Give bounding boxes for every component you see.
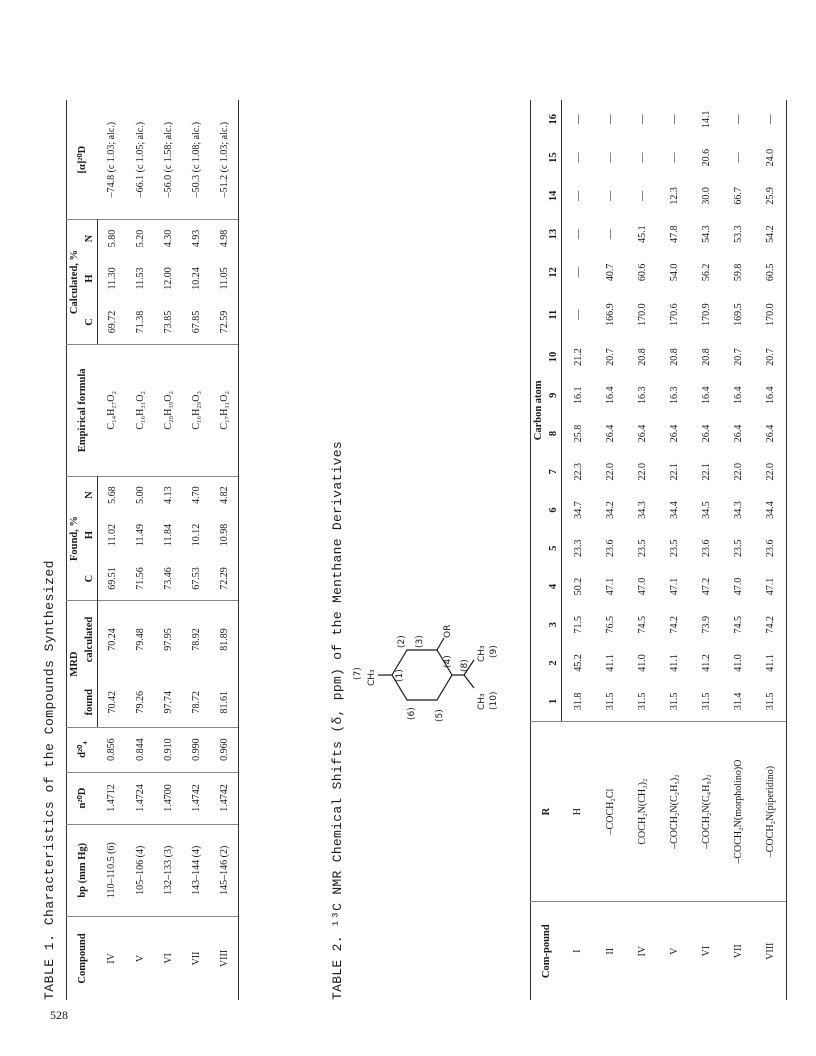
t2-cell-shift: 47.1 <box>668 577 680 596</box>
t2-cell-shift: — <box>636 114 648 125</box>
t2-h-carbon-9: 9 <box>546 376 562 414</box>
t2-cell-shift: 20.8 <box>700 348 712 366</box>
page-number: 528 <box>50 1008 68 1022</box>
t2-cell-shift: 60.5 <box>754 253 787 291</box>
struct-n4: (4) <box>443 655 453 668</box>
t1-cell-fn: 4.13 <box>154 476 182 513</box>
t2-cell-shift: 22.0 <box>754 453 787 491</box>
t2-cell-shift: 41.1 <box>604 654 616 672</box>
t2-h-compound: Com-pound <box>531 902 562 1000</box>
t1-cell-bp: 145–146 (2) <box>210 824 239 916</box>
t2-cell-r: H <box>562 721 595 902</box>
t2-h-carbon-15: 15 <box>546 138 562 176</box>
t1-cell-mrd_calc: 81.89 <box>210 601 239 678</box>
t2-cell-shift: 59.8 <box>732 263 744 282</box>
t1-cell-compound: V <box>126 916 154 1000</box>
t2-cell-shift: 25.9 <box>754 177 787 215</box>
t2-cell-shift: 60.6 <box>636 263 648 282</box>
t2-cell-shift: 54.3 <box>700 225 712 243</box>
t2-cell-shift: — <box>572 267 584 278</box>
t2-cell-shift: 45.2 <box>572 654 584 672</box>
t1-cell-mrd_calc: 79.48 <box>126 601 154 678</box>
struct-ch3-b1: CH₃ <box>477 693 487 710</box>
t1-cell-cc: 67.85 <box>190 310 202 334</box>
t1-cell-fn: 5.68 <box>98 476 127 513</box>
t1-h-mrd: MRD <box>67 601 83 727</box>
t2-cell-shift: 31.4 <box>732 692 744 711</box>
t2-cell-shift: 34.3 <box>732 501 744 519</box>
t2-cell-shift: 169.5 <box>732 303 744 326</box>
t1-cell-ch: 11.53 <box>134 267 146 290</box>
struct-n5: (5) <box>435 709 445 722</box>
t2-cell-shift: 31.5 <box>754 682 787 721</box>
t2-cell-shift: 16.1 <box>572 386 584 404</box>
t1-cell-mrd_found: 81.61 <box>210 678 239 727</box>
t1-cell-alpha: –56.0 (c 1.58; alc.) <box>162 121 174 198</box>
t2-row <box>562 100 595 1000</box>
t1-cell-mrd_found: 78.72 <box>190 690 202 714</box>
t2-h-carbon-2: 2 <box>546 644 562 682</box>
t2-cell-shift: 66.7 <box>732 187 744 205</box>
t1-cell-mrd_calc: 97.95 <box>154 601 182 678</box>
t2-cell-r: –COCH₂N(morpholino)O <box>722 721 754 902</box>
t2-cell-shift: 26.4 <box>604 424 616 443</box>
t2-cell-compound: V <box>658 902 690 1000</box>
t2-cell-shift: 54.2 <box>754 215 787 253</box>
t2-cell-shift: 16.4 <box>732 386 744 404</box>
t1-cell-alpha: –50.3 (c 1.08; alc.) <box>190 121 202 198</box>
t2-cell-r: –COCH₂Cl <box>594 721 626 902</box>
t2-cell-shift: — <box>668 152 680 163</box>
t2-h-carbon-10: 10 <box>546 338 562 376</box>
t1-cell-d4: 0.960 <box>210 727 239 772</box>
t2-cell-shift: 26.4 <box>700 424 712 443</box>
table1 <box>66 100 239 1000</box>
struct-n9: (9) <box>489 645 499 658</box>
t2-cell-shift: 23.5 <box>636 539 648 557</box>
t2-cell-r: –COCH₂N(C₂H₅)₂ <box>658 721 690 902</box>
t1-cell-cn: 4.30 <box>154 220 182 257</box>
t1-cell-nd: 1.4742 <box>210 772 239 824</box>
t1-cell-formula: C₁₆H₃₁O₂ <box>126 344 154 476</box>
t1-h-ch: H <box>82 257 98 300</box>
t1-cell-fc: 67.53 <box>190 567 202 590</box>
t2-cell-shift: 23.6 <box>604 539 616 557</box>
t2-row <box>658 100 690 1000</box>
t1-cell-d4: 0.844 <box>126 727 154 772</box>
t1-cell-fc: 72.29 <box>210 557 239 601</box>
t2-cell-shift: 20.7 <box>754 338 787 376</box>
t2-cell-shift: 166.9 <box>604 303 616 326</box>
table1-body <box>98 100 239 1000</box>
t1-cell-bp: 105–106 (4) <box>126 824 154 916</box>
t1-cell-fc: 71.56 <box>134 567 146 590</box>
t1-cell-nd: 1.4742 <box>182 772 210 824</box>
t2-cell-shift: 26.4 <box>668 424 680 443</box>
t2-h-carbon-11: 11 <box>546 291 562 337</box>
t1-cell-cn: 5.80 <box>98 220 127 257</box>
t1-cell-mrd_found: 70.42 <box>106 690 118 714</box>
table1-caption: TABLE 1. Characteristics of the Compounds Synthesized <box>42 560 57 1000</box>
t1-cell-cn: 5.20 <box>126 220 154 257</box>
t1-cell-fh: 10.98 <box>210 513 239 556</box>
t2-cell-shift: — <box>604 152 616 163</box>
table2 <box>530 100 787 1000</box>
t2-cell-shift: 170.0 <box>636 303 648 326</box>
t1-row <box>126 100 154 1000</box>
t2-cell-shift: 31.5 <box>700 692 712 711</box>
t2-cell-shift: — <box>604 229 616 240</box>
t1-h-bp: bp (mm Hg) <box>67 824 98 916</box>
t1-cell-bp: 110–110.5 (6) <box>98 824 127 916</box>
t2-cell-shift: 74.5 <box>636 615 648 634</box>
t2-h-carbon-14: 14 <box>546 177 562 215</box>
t2-cell-shift: 16.4 <box>754 376 787 414</box>
t1-cell-mrd_calc: 70.24 <box>98 601 127 678</box>
t2-cell-shift: 73.9 <box>700 615 712 634</box>
t2-row <box>594 100 626 1000</box>
t1-cell-fn: 4.82 <box>210 476 239 513</box>
t1-cell-mrd_calc: 78.92 <box>182 601 210 678</box>
t2-cell-shift: 14.1 <box>700 110 712 128</box>
t2-cell-shift: 41.2 <box>700 654 712 672</box>
struct-n6: (6) <box>407 707 417 720</box>
t2-cell-shift: 56.2 <box>700 263 712 282</box>
t2-row <box>754 100 787 1000</box>
t1-h-alpha: [α]²⁰D <box>67 100 98 220</box>
t2-cell-shift: 31.5 <box>636 692 648 711</box>
t2-cell-shift: 16.4 <box>604 386 616 404</box>
t1-h-mrd-found: found <box>82 678 98 727</box>
t2-cell-shift: 20.8 <box>668 348 680 366</box>
struct-n7: (7) <box>353 667 363 680</box>
t1-cell-formula: C₁₆H₂₉O₃ <box>182 344 210 476</box>
t2-row <box>690 100 722 1000</box>
t2-cell-shift: 74.5 <box>732 615 744 634</box>
t2-cell-shift: 12.3 <box>668 187 680 205</box>
t2-cell-shift: — <box>754 100 787 138</box>
t2-cell-shift: 74.2 <box>754 606 787 644</box>
t2-cell-shift: 22.0 <box>636 462 648 481</box>
t2-cell-shift: 34.2 <box>604 501 616 519</box>
t1-cell-ch: 10.24 <box>190 267 202 290</box>
t2-cell-shift: — <box>604 114 616 125</box>
t2-cell-shift: 53.3 <box>732 225 744 243</box>
t1-h-calc: Calculated, % <box>67 220 83 345</box>
t1-cell-alpha: –74.8 (c 1.03; alc.) <box>106 121 118 198</box>
t2-cell-shift: — <box>668 114 680 125</box>
t2-cell-shift: 16.4 <box>700 386 712 404</box>
t2-cell-shift: — <box>572 229 584 240</box>
t2-cell-shift: 41.1 <box>754 644 787 682</box>
t1-h-fh: H <box>82 513 98 556</box>
t2-cell-shift: — <box>604 190 616 201</box>
t1-row <box>154 100 182 1000</box>
t2-cell-shift: — <box>636 152 648 163</box>
t1-h-nd: n²⁰D <box>67 772 98 824</box>
t1-cell-alpha: –51.2 (c 1.03; alc.) <box>210 100 239 220</box>
t2-cell-shift: 26.4 <box>732 424 744 443</box>
t1-cell-nd: 1.4712 <box>98 772 127 824</box>
t2-cell-shift: — <box>572 114 584 125</box>
t2-cell-shift: 31.8 <box>572 692 584 711</box>
t2-h-carbon-3: 3 <box>546 606 562 644</box>
t1-cell-bp: 132–133 (3) <box>154 824 182 916</box>
t2-cell-shift: 41.1 <box>668 654 680 672</box>
t2-cell-shift: 34.7 <box>572 501 584 519</box>
t1-cell-nd: 1.4700 <box>154 772 182 824</box>
t1-h-fn: N <box>82 476 98 513</box>
t2-cell-compound: II <box>594 902 626 1000</box>
t2-cell-shift: 23.5 <box>732 539 744 557</box>
t1-cell-formula: C₁₄H₂₇O₂ <box>98 344 127 476</box>
t1-cell-formula: C₁₇H₃₁O₂ <box>210 344 239 476</box>
t2-cell-shift: 40.7 <box>604 263 616 282</box>
t1-row <box>98 100 127 1000</box>
t2-cell-shift: 34.5 <box>700 501 712 519</box>
t2-cell-shift: 23.5 <box>668 539 680 557</box>
t2-cell-compound: VIII <box>754 902 787 1000</box>
t2-cell-shift: 20.7 <box>732 348 744 366</box>
t2-cell-shift: 23.3 <box>572 539 584 557</box>
t1-cell-cn: 4.98 <box>210 220 239 257</box>
t2-cell-shift: 21.2 <box>572 348 584 366</box>
t2-cell-shift: 45.1 <box>636 225 648 243</box>
t1-cell-cc: 72.59 <box>210 300 239 344</box>
t2-cell-shift: 34.3 <box>636 501 648 519</box>
t2-cell-shift: 23.6 <box>700 539 712 557</box>
t2-cell-shift: 20.6 <box>700 148 712 167</box>
t2-cell-shift: 54.0 <box>668 263 680 282</box>
t1-cell-bp: 143–144 (4) <box>182 824 210 916</box>
t2-cell-compound: I <box>562 902 595 1000</box>
t2-row <box>626 100 658 1000</box>
t2-cell-shift: 170.0 <box>754 291 787 337</box>
t2-cell-shift: 31.5 <box>604 692 616 711</box>
t1-cell-fc: 69.51 <box>106 567 118 590</box>
t1-cell-ch: 11.30 <box>106 267 118 290</box>
t1-cell-fn: 5.00 <box>126 476 154 513</box>
t2-cell-shift: 20.8 <box>636 348 648 366</box>
t2-cell-shift: 22.1 <box>700 462 712 481</box>
t2-cell-shift: — <box>732 114 744 125</box>
t1-h-compound: Compound <box>67 916 98 1000</box>
t1-cell-compound: IV <box>98 916 127 1000</box>
t1-cell-fh: 10.12 <box>190 523 202 547</box>
t2-cell-shift: 23.6 <box>754 529 787 567</box>
struct-n2: (2) <box>397 635 407 648</box>
t1-cell-fc: 73.46 <box>162 567 174 590</box>
table2-caption: TABLE 2. ¹³C NMR Chemical Shifts (δ, ppm) of the Menthane Derivatives <box>330 441 345 1000</box>
t1-h-fc: C <box>82 557 98 601</box>
t2-cell-shift: 16.3 <box>636 386 648 404</box>
t1-cell-fh: 11.84 <box>162 523 174 547</box>
t2-cell-shift: 41.0 <box>636 654 648 672</box>
t2-cell-shift: 170.9 <box>700 303 712 326</box>
t2-cell-shift: — <box>572 190 584 201</box>
t2-cell-shift: 47.8 <box>668 225 680 243</box>
t2-cell-shift: 24.0 <box>754 138 787 176</box>
t2-cell-shift: 41.0 <box>732 654 744 672</box>
t2-cell-shift: 31.5 <box>668 692 680 711</box>
t1-row <box>182 100 210 1000</box>
t2-h-carbon-1: 1 <box>546 682 562 721</box>
t2-h-carbon-4: 4 <box>546 567 562 605</box>
rotated-content <box>40 100 780 1000</box>
t2-cell-shift: — <box>572 309 584 320</box>
t2-cell-compound: VI <box>690 902 722 1000</box>
t1-cell-d4: 0.910 <box>154 727 182 772</box>
t1-h-cc: C <box>82 300 98 344</box>
t2-cell-compound: VII <box>722 902 754 1000</box>
t1-h-d4: d²⁰₄ <box>67 727 98 772</box>
t2-cell-shift: — <box>572 152 584 163</box>
t1-cell-alpha: –66.1 (c 1.05; alc.) <box>134 121 146 198</box>
t2-cell-shift: 34.4 <box>668 501 680 519</box>
t2-cell-shift: 47.2 <box>700 577 712 596</box>
t2-cell-compound: IV <box>626 902 658 1000</box>
t1-cell-compound: VIII <box>210 916 239 1000</box>
t1-cell-d4: 0.990 <box>182 727 210 772</box>
struct-n3: (3) <box>415 635 425 648</box>
t2-cell-shift: 22.0 <box>732 462 744 481</box>
t2-cell-shift: 26.4 <box>754 414 787 452</box>
t2-cell-shift: 170.6 <box>668 303 680 326</box>
t2-cell-shift: 47.1 <box>754 567 787 605</box>
t2-cell-shift: 76.5 <box>604 615 616 634</box>
t2-row <box>722 100 754 1000</box>
t1-cell-cc: 71.38 <box>134 310 146 334</box>
t2-h-carbon-16: 16 <box>546 100 562 138</box>
t2-cell-shift: 26.4 <box>636 424 648 443</box>
t1-cell-cc: 73.85 <box>162 310 174 334</box>
struct-n8: (8) <box>460 659 470 672</box>
t2-cell-shift: 47.0 <box>636 577 648 596</box>
t2-h-carbon-8: 8 <box>546 414 562 452</box>
t2-cell-shift: 71.5 <box>572 615 584 634</box>
t2-cell-r: –COCH₂N(C₄H₉)₂ <box>690 721 722 902</box>
table2-body <box>562 100 787 1000</box>
t2-cell-shift: 20.7 <box>604 348 616 366</box>
t2-h-carbon-12: 12 <box>546 253 562 291</box>
struct-n10: (10) <box>489 691 499 710</box>
t2-h-carbon-7: 7 <box>546 453 562 491</box>
t2-h-carbon-13: 13 <box>546 215 562 253</box>
t2-cell-shift: 25.8 <box>572 424 584 443</box>
t1-cell-mrd_found: 97.74 <box>162 690 174 714</box>
t1-cell-formula: C₂₀H₃₉O₂ <box>154 344 182 476</box>
t1-h-formula: Empirical formula <box>67 344 98 476</box>
t1-cell-d4: 0.856 <box>98 727 127 772</box>
t1-cell-cn: 4.93 <box>182 220 210 257</box>
t1-cell-ch: 11.05 <box>210 257 239 300</box>
t1-h-mrd-calc: calculated <box>82 601 98 678</box>
t1-cell-cc: 69.72 <box>106 310 118 334</box>
t1-row <box>210 100 239 1000</box>
struct-ch3-top: CH₃ <box>367 669 377 686</box>
t2-h-r: R <box>531 721 562 902</box>
t2-cell-shift: 22.0 <box>604 462 616 481</box>
struct-or: OR <box>443 624 453 638</box>
t1-cell-nd: 1.4724 <box>126 772 154 824</box>
t2-cell-shift: 34.4 <box>754 491 787 529</box>
t2-cell-shift: 16.3 <box>668 386 680 404</box>
t2-cell-shift: — <box>732 152 744 163</box>
t2-cell-shift: — <box>636 190 648 201</box>
struct-ch3-b2: CH₃ <box>477 645 487 662</box>
t2-cell-shift: 74.2 <box>668 615 680 634</box>
t2-cell-shift: 22.1 <box>668 462 680 481</box>
t2-h-carbon-atom: Carbon atom <box>531 100 547 721</box>
t2-cell-r: –COCH₂N(piperidino) <box>754 721 787 902</box>
struct-n1: (1) <box>395 669 405 682</box>
t1-cell-compound: VI <box>154 916 182 1000</box>
t2-cell-shift: 47.0 <box>732 577 744 596</box>
t2-cell-shift: 22.3 <box>572 462 584 481</box>
t2-cell-shift: 50.2 <box>572 577 584 596</box>
t1-cell-mrd_found: 79.26 <box>134 690 146 714</box>
t1-cell-fn: 4.70 <box>182 476 210 513</box>
t1-cell-fh: 11.49 <box>134 523 146 547</box>
t1-h-found: Found, % <box>67 476 83 601</box>
t1-h-cn: N <box>82 220 98 257</box>
t2-h-carbon-5: 5 <box>546 529 562 567</box>
t1-cell-ch: 12.00 <box>162 267 174 290</box>
menthane-structure-diagram <box>352 600 502 750</box>
t1-cell-fh: 11.02 <box>106 523 118 547</box>
t2-cell-r: COCH₂N(CH₃)₂ <box>626 721 658 902</box>
t2-h-carbon-6: 6 <box>546 491 562 529</box>
t2-cell-shift: 30.0 <box>700 187 712 205</box>
t1-cell-compound: VII <box>182 916 210 1000</box>
t2-cell-shift: 47.1 <box>604 577 616 596</box>
